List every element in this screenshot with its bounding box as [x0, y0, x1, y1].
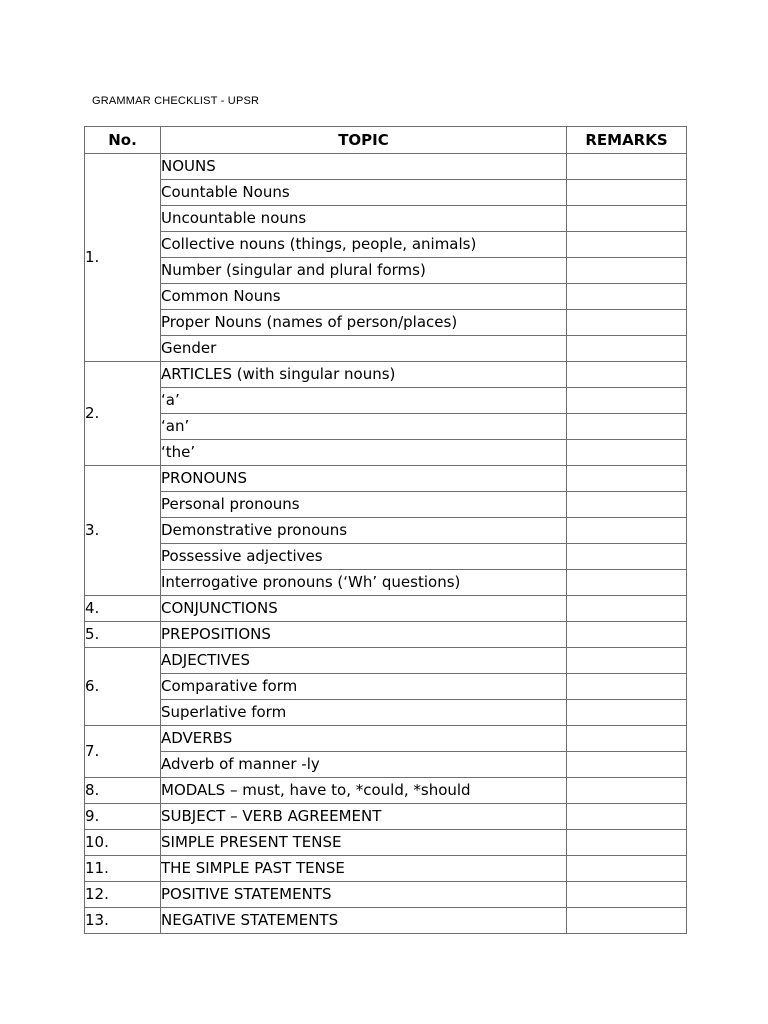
remarks-cell[interactable]: [567, 362, 687, 388]
remarks-cell[interactable]: [567, 284, 687, 310]
table-row: [85, 778, 687, 804]
topic-cell: Superlative form: [161, 700, 567, 726]
topic-cell: NEGATIVE STATEMENTS: [161, 908, 567, 934]
topic-cell: Uncountable nouns: [161, 206, 567, 232]
topic-cell: Gender: [161, 336, 567, 362]
topic-cell: ‘an’: [161, 414, 567, 440]
table-row: [85, 336, 687, 362]
item-number: 12.: [85, 882, 161, 908]
remarks-cell[interactable]: [567, 778, 687, 804]
topic-cell: Interrogative pronouns (‘Wh’ questions): [161, 570, 567, 596]
table-row: [85, 492, 687, 518]
table-row: [85, 362, 687, 388]
table-row: [85, 414, 687, 440]
table-header: [85, 127, 687, 154]
remarks-cell[interactable]: [567, 388, 687, 414]
item-number: 7.: [85, 726, 161, 778]
remarks-cell[interactable]: [567, 570, 687, 596]
topic-cell: Proper Nouns (names of person/places): [161, 310, 567, 336]
table-row: [85, 180, 687, 206]
remarks-cell[interactable]: [567, 648, 687, 674]
item-number: 6.: [85, 648, 161, 726]
remarks-cell[interactable]: [567, 674, 687, 700]
topic-cell: POSITIVE STATEMENTS: [161, 882, 567, 908]
remarks-cell[interactable]: [567, 258, 687, 284]
remarks-cell[interactable]: [567, 518, 687, 544]
column-header-remarks: REMARKS: [567, 127, 687, 154]
table-row: [85, 258, 687, 284]
remarks-cell[interactable]: [567, 726, 687, 752]
table-row: [85, 206, 687, 232]
item-number: 5.: [85, 622, 161, 648]
item-number: 3.: [85, 466, 161, 596]
topic-cell: ADVERBS: [161, 726, 567, 752]
column-header-topic: TOPIC: [161, 127, 567, 154]
table-row: [85, 440, 687, 466]
topic-cell: Collective nouns (things, people, animals): [161, 232, 567, 258]
item-number: 13.: [85, 908, 161, 934]
remarks-cell[interactable]: [567, 908, 687, 934]
table-row: [85, 726, 687, 752]
topic-cell: MODALS – must, have to, *could, *should: [161, 778, 567, 804]
topic-cell: ARTICLES (with singular nouns): [161, 362, 567, 388]
table-row: [85, 856, 687, 882]
topic-cell: Possessive adjectives: [161, 544, 567, 570]
remarks-cell[interactable]: [567, 492, 687, 518]
table-body: [85, 154, 687, 934]
topic-cell: Countable Nouns: [161, 180, 567, 206]
remarks-cell[interactable]: [567, 310, 687, 336]
remarks-cell[interactable]: [567, 336, 687, 362]
table-row: [85, 674, 687, 700]
item-number: 8.: [85, 778, 161, 804]
remarks-cell[interactable]: [567, 856, 687, 882]
remarks-cell[interactable]: [567, 596, 687, 622]
header-row: [85, 127, 687, 154]
topic-cell: Comparative form: [161, 674, 567, 700]
topic-cell: Adverb of manner -ly: [161, 752, 567, 778]
table-row: [85, 830, 687, 856]
remarks-cell[interactable]: [567, 804, 687, 830]
table-row: [85, 596, 687, 622]
topic-cell: PREPOSITIONS: [161, 622, 567, 648]
table-row: [85, 232, 687, 258]
document-title: GRAMMAR CHECKLIST - UPSR: [92, 95, 260, 107]
item-number: 1.: [85, 154, 161, 362]
table-row: [85, 622, 687, 648]
topic-cell: Personal pronouns: [161, 492, 567, 518]
remarks-cell[interactable]: [567, 466, 687, 492]
table-row: [85, 154, 687, 180]
topic-cell: Demonstrative pronouns: [161, 518, 567, 544]
remarks-cell[interactable]: [567, 206, 687, 232]
remarks-cell[interactable]: [567, 232, 687, 258]
table-row: [85, 752, 687, 778]
table-row: [85, 284, 687, 310]
table-row: [85, 570, 687, 596]
table-row: [85, 908, 687, 934]
topic-cell: SUBJECT – VERB AGREEMENT: [161, 804, 567, 830]
table-row: [85, 700, 687, 726]
grammar-checklist-table: [84, 126, 687, 934]
topic-cell: Number (singular and plural forms): [161, 258, 567, 284]
table-row: [85, 648, 687, 674]
table-row: [85, 466, 687, 492]
remarks-cell[interactable]: [567, 752, 687, 778]
table-row: [85, 518, 687, 544]
remarks-cell[interactable]: [567, 700, 687, 726]
remarks-cell[interactable]: [567, 544, 687, 570]
table-row: [85, 310, 687, 336]
item-number: 9.: [85, 804, 161, 830]
topic-cell: ‘the’: [161, 440, 567, 466]
column-header-no: No.: [85, 127, 161, 154]
remarks-cell[interactable]: [567, 830, 687, 856]
topic-cell: NOUNS: [161, 154, 567, 180]
item-number: 4.: [85, 596, 161, 622]
item-number: 2.: [85, 362, 161, 466]
remarks-cell[interactable]: [567, 882, 687, 908]
table-row: [85, 804, 687, 830]
topic-cell: THE SIMPLE PAST TENSE: [161, 856, 567, 882]
remarks-cell[interactable]: [567, 414, 687, 440]
table-row: [85, 388, 687, 414]
table-row: [85, 882, 687, 908]
topic-cell: Common Nouns: [161, 284, 567, 310]
topic-cell: ‘a’: [161, 388, 567, 414]
remarks-cell[interactable]: [567, 180, 687, 206]
remarks-cell[interactable]: [567, 440, 687, 466]
topic-cell: PRONOUNS: [161, 466, 567, 492]
item-number: 11.: [85, 856, 161, 882]
item-number: 10.: [85, 830, 161, 856]
topic-cell: CONJUNCTIONS: [161, 596, 567, 622]
remarks-cell[interactable]: [567, 622, 687, 648]
remarks-cell[interactable]: [567, 154, 687, 180]
table-row: [85, 544, 687, 570]
topic-cell: SIMPLE PRESENT TENSE: [161, 830, 567, 856]
topic-cell: ADJECTIVES: [161, 648, 567, 674]
